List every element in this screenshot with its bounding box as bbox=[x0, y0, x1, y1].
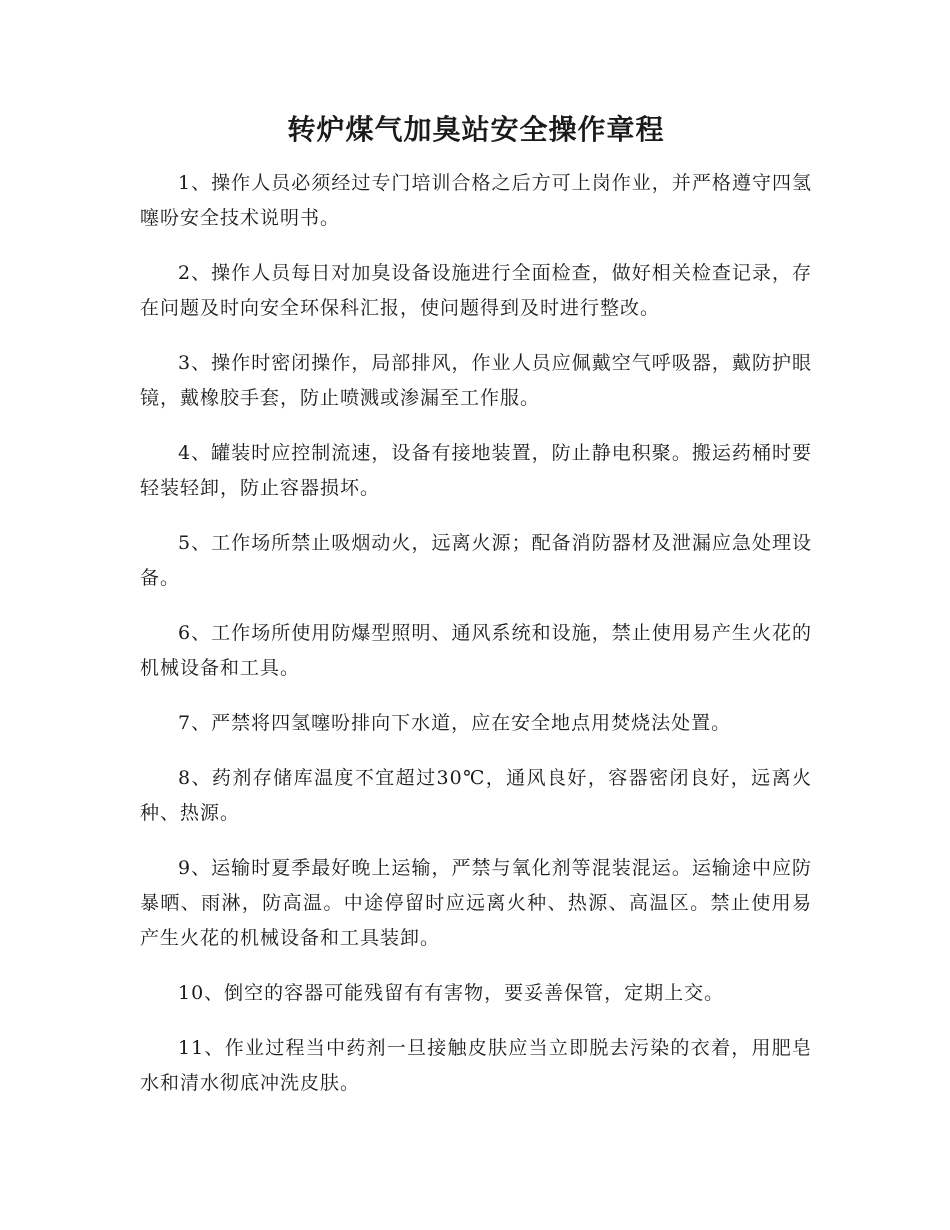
rule-item-11: 11、作业过程当中药剂一旦接触皮肤应当立即脱去污染的衣着，用肥皂水和清水彻底冲洗皮肤。 bbox=[140, 1037, 812, 1094]
rule-item-6: 6、工作场所使用防爆型照明、通风系统和设施，禁止使用易产生火花的机械设备和工具。 bbox=[140, 622, 812, 679]
document-title: 转炉煤气加臭站安全操作章程 bbox=[287, 113, 665, 146]
rule-item-2: 2、操作人员每日对加臭设备设施进行全面检查，做好相关检查记录，存在问题及时向安全环保科汇报，使问题得到及时进行整改。 bbox=[140, 262, 812, 319]
document-page bbox=[140, 110, 812, 1121]
rule-item-10: 10、倒空的容器可能残留有有害物，要妥善保管，定期上交。 bbox=[178, 982, 725, 1004]
rules-list bbox=[140, 166, 812, 1101]
rule-item-3: 3、操作时密闭操作，局部排风，作业人员应佩戴空气呼吸器，戴防护眼镜，戴橡胶手套，防止喷溅或渗漏至工作服。 bbox=[140, 352, 812, 409]
rule-item-1: 1、操作人员必须经过专门培训合格之后方可上岗作业，并严格遵守四氢噻吩安全技术说明书。 bbox=[140, 172, 812, 229]
rule-item-7: 7、严禁将四氢噻吩排向下水道，应在安全地点用焚烧法处置。 bbox=[178, 712, 732, 734]
rule-item-5: 5、工作场所禁止吸烟动火，远离火源；配备消防器材及泄漏应急处理设备。 bbox=[140, 532, 812, 589]
rule-item-4: 4、罐装时应控制流速，设备有接地装置，防止静电积聚。搬运药桶时要轻装轻卸，防止容器损坏。 bbox=[140, 442, 812, 499]
rule-item-8: 8、药剂存储库温度不宜超过30℃，通风良好，容器密闭良好，远离火种、热源。 bbox=[140, 767, 812, 824]
rule-item-9: 9、运输时夏季最好晚上运输，严禁与氧化剂等混装混运。运输途中应防暴晒、雨淋，防高温。中途停留时应远离火种、热源、高温区。禁止使用易产生火花的机械设备和工具装卸。 bbox=[140, 857, 812, 949]
